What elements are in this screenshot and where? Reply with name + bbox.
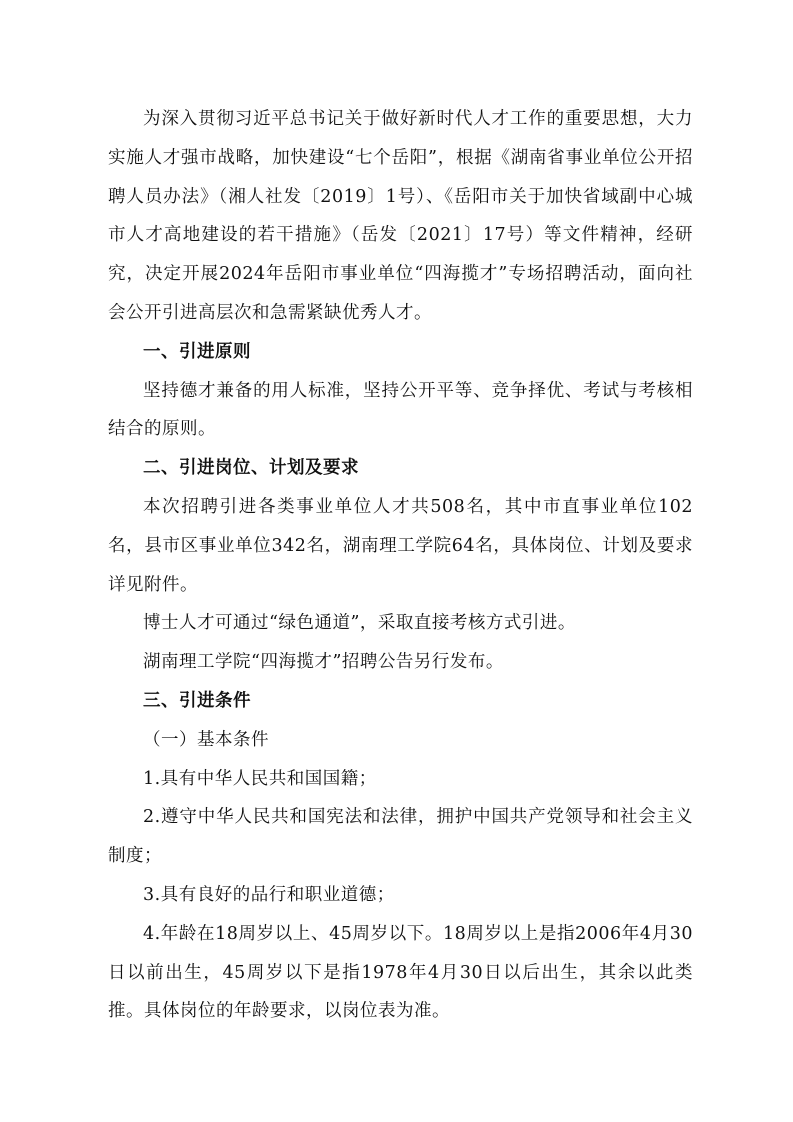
- section-2-paragraph-1: 本次招聘引进各类事业单位人才共508名，其中市直事业单位102名，县市区事业单位342名，湖南理工学院64名，具体岗位、计划及要求详见附件。: [108, 496, 693, 595]
- condition-item-1: 1.具有中华人民共和国国籍；: [143, 768, 377, 789]
- document-body: [108, 100, 693, 1031]
- section-2-heading: 二、引进岗位、计划及要求: [143, 458, 359, 479]
- section-1-paragraph: 坚持德才兼备的用人标准，坚持公开平等、竞争择优、考试与考核相结合的原则。: [108, 380, 693, 440]
- intro-paragraph: 为深入贯彻习近平总书记关于做好新时代人才工作的重要思想，大力实施人才强市战略，加快建设“七个岳阳”，根据《湖南省事业单位公开招聘人员办法》（湘人社发〔2019〕1号）、《岳阳市关于加快省域副中心城市人才高地建设的若干措施》（岳发〔2021〕17号）等文件精神，经研究，决定开展2024年岳阳市事业单位“四海揽才”专场招聘活动，面向社会公开引进高层次和急需紧缺优秀人才。: [108, 109, 693, 323]
- condition-item-2: 2.遵守中华人民共和国宪法和法律，拥护中国共产党领导和社会主义制度；: [108, 807, 693, 867]
- condition-item-4: 4.年龄在18周岁以上、45周岁以下。18周岁以上是指2006年4月30日以前出生，45周岁以下是指1978年4月30日以后出生，其余以此类推。具体岗位的年龄要求，以岗位表为准。: [108, 923, 693, 1022]
- section-2-paragraph-3: 湖南理工学院“四海揽才”招聘公告另行发布。: [143, 652, 504, 673]
- section-3-heading: 三、引进条件: [143, 690, 251, 711]
- condition-item-3: 3.具有良好的品行和职业道德；: [143, 884, 395, 905]
- section-1-heading: 一、引进原则: [143, 341, 251, 362]
- section-3-subheading-basic: （一）基本条件: [143, 729, 269, 750]
- section-2-paragraph-2: 博士人才可通过“绿色通道”，采取直接考核方式引进。: [143, 613, 576, 634]
